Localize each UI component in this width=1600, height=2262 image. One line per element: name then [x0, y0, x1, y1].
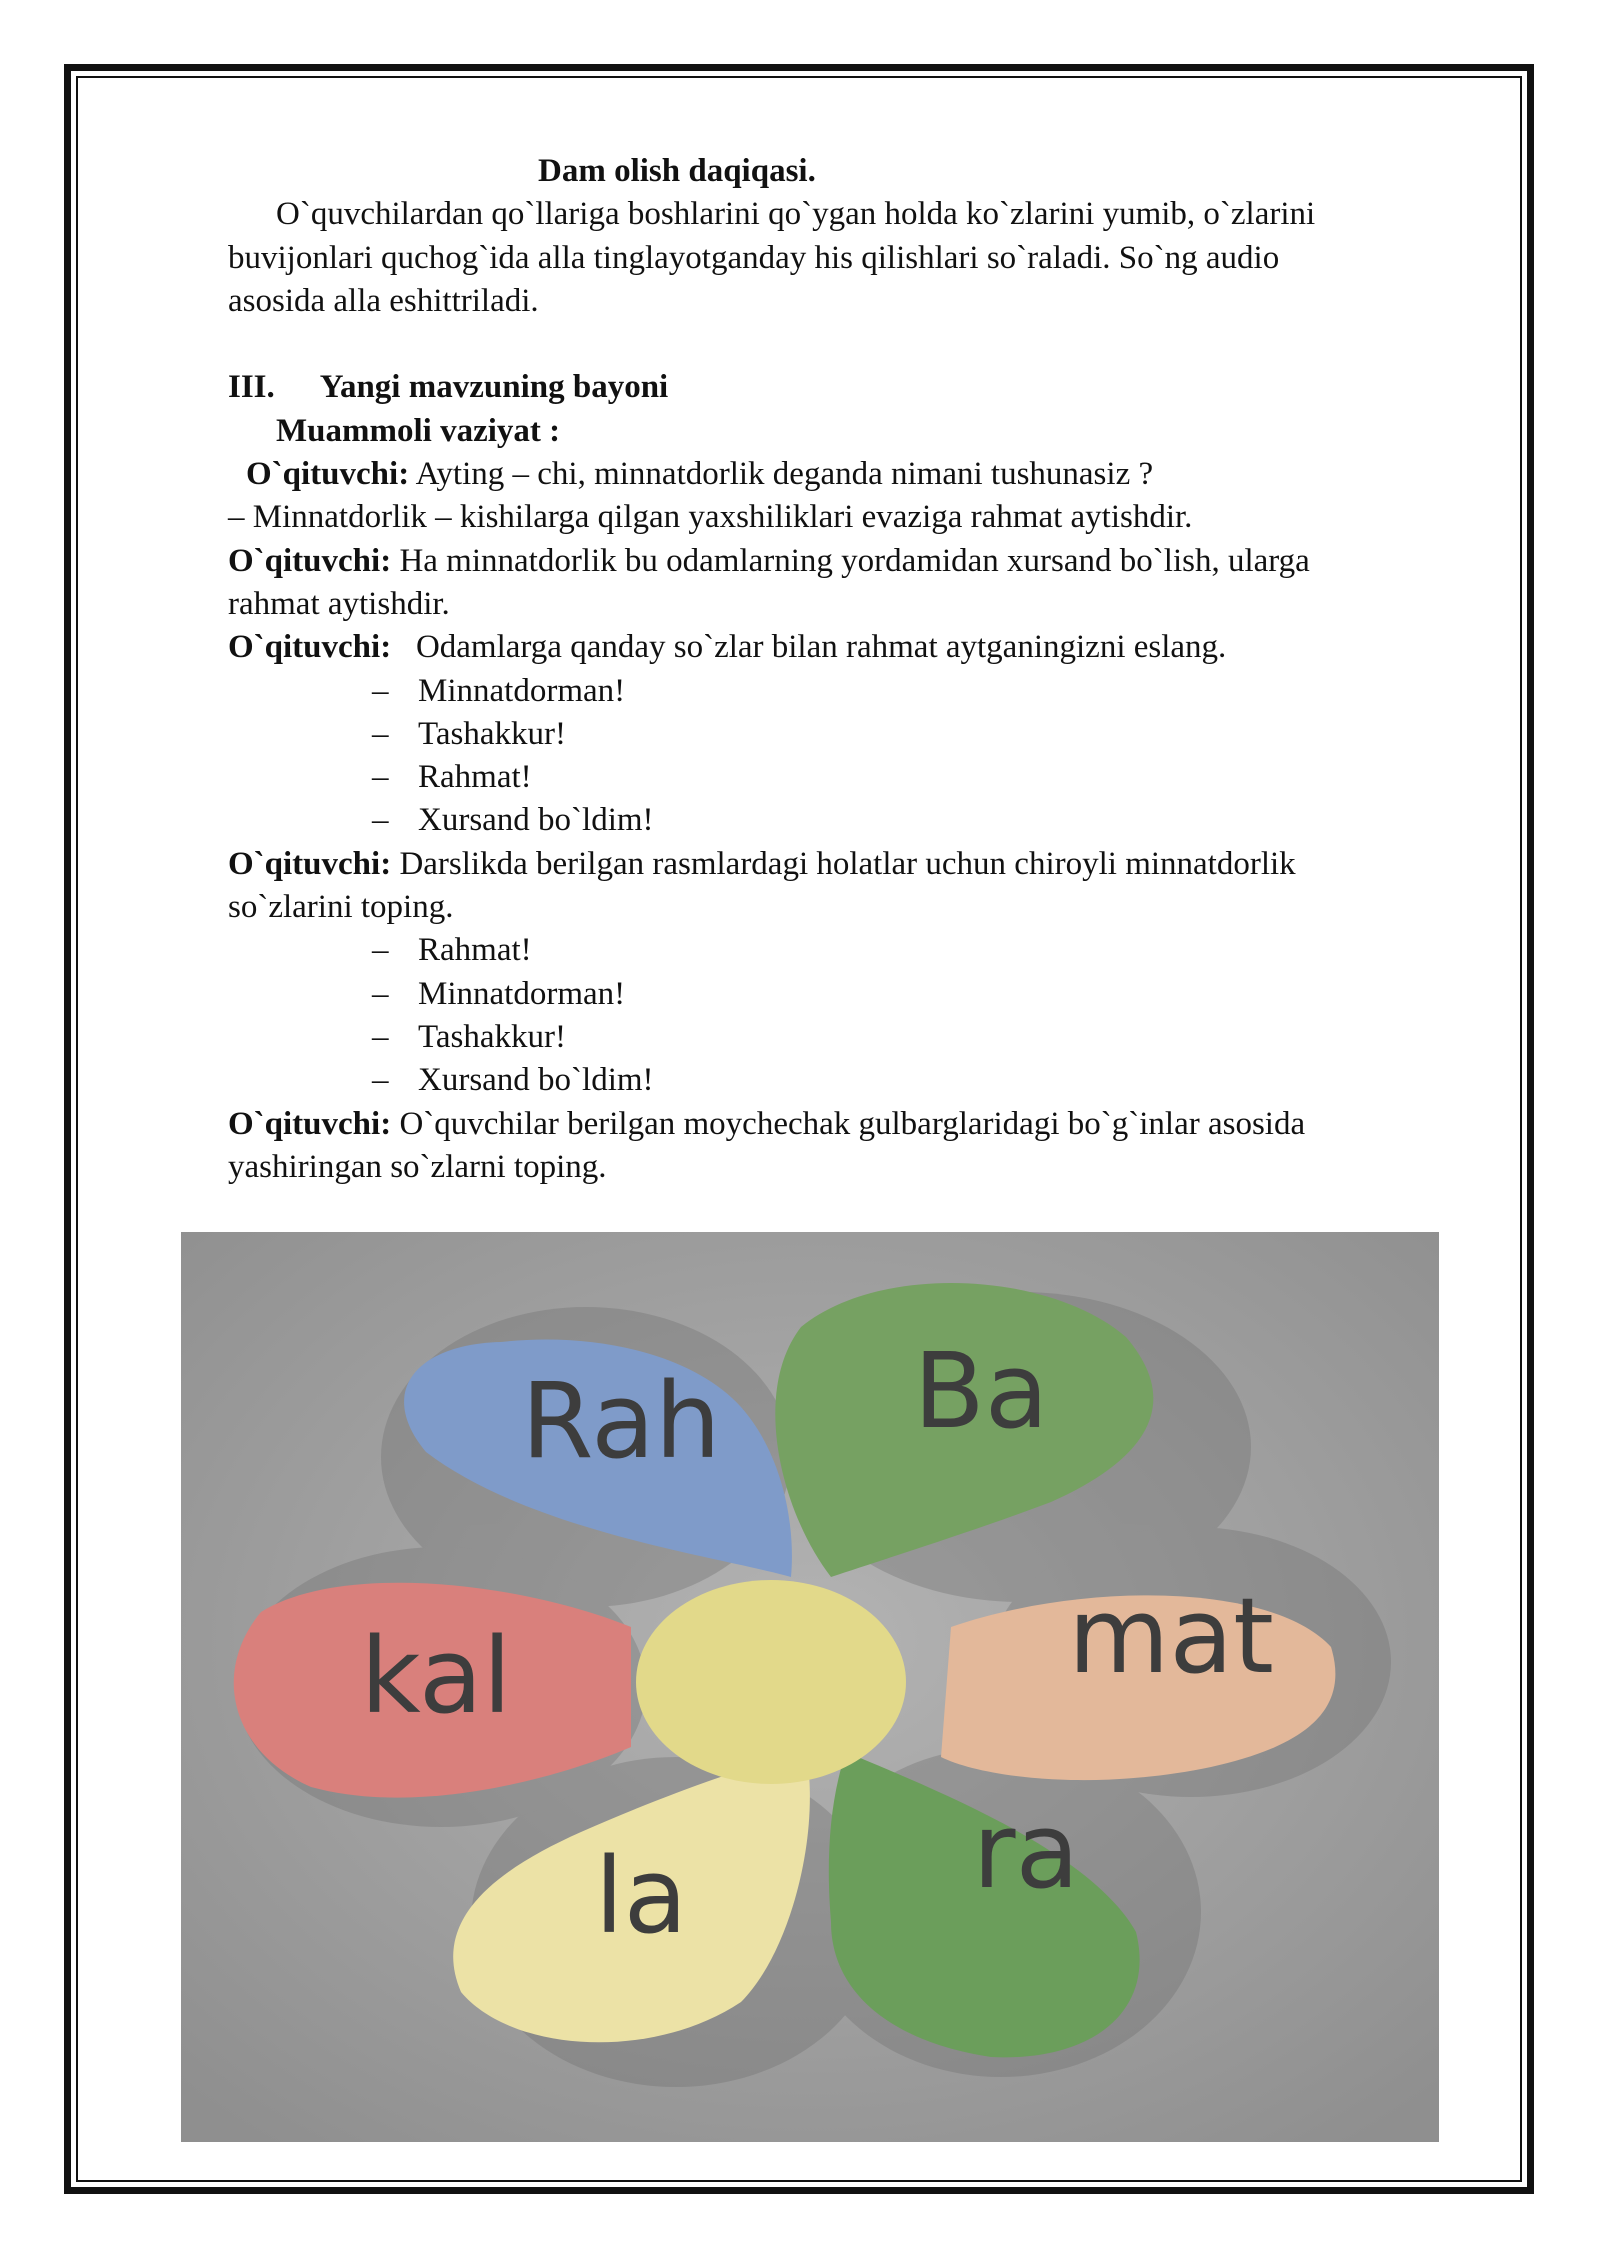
teacher-statement-3 [228, 626, 1468, 669]
list2-item: – Rahmat! [372, 932, 532, 969]
teacher-statement-4 [228, 843, 1468, 886]
teacher-statement-5-cont: yashiringan so`zlarni toping. [228, 1148, 607, 1185]
question-text: Ayting – chi, minnatdorlik deganda nimani tushunasiz ? [415, 456, 1154, 493]
teacher-label: O`qituvchi: [228, 629, 392, 666]
teacher-label: O`qituvchi: [228, 845, 392, 882]
section-title: Yangi mavzuning bayoni [319, 369, 669, 406]
petal-label: Ba [913, 1330, 1049, 1452]
section-heading [228, 366, 1468, 409]
heading: Dam olish daqiqasi. [538, 153, 816, 189]
petal-label: ra [972, 1790, 1080, 1912]
section-number: III. [228, 369, 275, 406]
subheading: Muammoli vaziyat : [276, 412, 561, 449]
teacher-label: O`qituvchi: [228, 542, 392, 579]
intro-line-3: asosida alla eshittriladi. [228, 282, 539, 319]
teacher-question-1 [228, 453, 1468, 496]
teacher-statement-5 [228, 1103, 1468, 1146]
list2-item: – Minnatdorman! [372, 975, 626, 1012]
petal-label: mat [1068, 1575, 1274, 1697]
list2-item: – Xursand bo`ldim! [372, 1062, 654, 1099]
intro-line-1: O`quvchilardan qo`llariga boshlarini qo`ygan holda ko`zlarini yumib, o`zlarini [276, 196, 1316, 233]
petal-label: kal [360, 1615, 512, 1737]
flower-image [181, 1232, 1439, 2142]
teacher-label: O`qituvchi: [228, 1105, 392, 1142]
answer-1: – Minnatdorlik – kishilarga qilgan yaxshiliklari evaziga rahmat aytishdir. [228, 499, 1193, 536]
list1-item: – Tashakkur! [372, 715, 566, 752]
statement-text: O`quvchilar berilgan moychechak gulbarglaridagi bo`g`inlar asosida [399, 1105, 1306, 1142]
teacher-statement-2 [228, 540, 1468, 583]
teacher-statement-4-cont: so`zlarini toping. [228, 889, 454, 926]
teacher-statement-2-cont: rahmat aytishdir. [228, 585, 450, 622]
statement-text: Darslikda berilgan rasmlardagi holatlar uchun chiroyli minnatdorlik [399, 845, 1296, 882]
list2-item: – Tashakkur! [372, 1018, 566, 1055]
petal-label: la [594, 1835, 688, 1957]
list1-item: – Xursand bo`ldim! [372, 802, 654, 839]
list1-item: – Minnatdorman! [372, 672, 626, 709]
statement-text: Odamlarga qanday so`zlar bilan rahmat aytganingizni eslang. [415, 629, 1227, 666]
statement-text: Ha minnatdorlik bu odamlarning yordamidan xursand bo`lish, ularga [399, 542, 1310, 579]
document-body [228, 150, 1468, 1189]
flower-center [636, 1580, 906, 1784]
list1-item: – Rahmat! [372, 759, 532, 796]
intro-line-2: buvijonlari quchog`ida alla tinglayotganday his qilishlari so`raladi. So`ng audio [228, 239, 1280, 276]
teacher-label: O`qituvchi: [246, 456, 410, 493]
petal-label: Rah [521, 1360, 721, 1482]
